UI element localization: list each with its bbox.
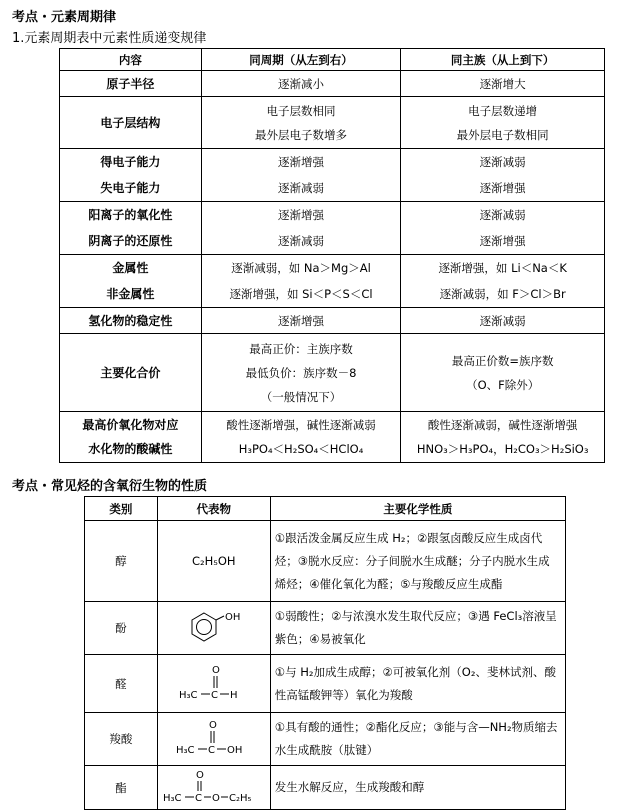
group-cell: [401, 202, 605, 255]
cell-text: 逐渐减弱: [479, 313, 526, 328]
table-row: [60, 334, 605, 412]
hydroxyl-label: OH: [224, 612, 241, 623]
carbon-label: C: [207, 745, 215, 756]
group-cell: [401, 71, 605, 97]
label-text: 得电子能力: [100, 155, 161, 169]
structure-cell: [157, 766, 270, 810]
table-row: [60, 71, 605, 97]
cell-text: 最高正价数=族序数: [451, 353, 554, 368]
carbon-label: C: [194, 792, 202, 804]
carboxylic-acid-structure-icon: [174, 718, 254, 760]
cell-text: 逐渐减弱，如 Na＞Mg＞Al: [231, 261, 371, 275]
table-row: [85, 766, 566, 810]
cell-text: 逐渐减弱，如 F＞Cl＞Br: [439, 287, 566, 301]
structure-cell: [157, 655, 270, 713]
group-cell: [401, 334, 605, 412]
label-text: 阴离子的还原性: [88, 234, 173, 248]
category-cell: 酯: [85, 766, 158, 810]
group-cell: [401, 97, 605, 149]
methyl-label: H₃C: [162, 792, 182, 804]
label-text: 氢化物的稳定性: [88, 314, 173, 328]
cell-text: 逐渐减弱: [278, 181, 325, 195]
oxygen-label: O: [195, 769, 204, 781]
label-text: 阳离子的氧化性: [88, 208, 173, 222]
cell-text: 最高正价：主族序数: [249, 341, 353, 356]
structure-cell: [157, 713, 270, 766]
cell-text: 最外层电子数相同: [456, 127, 549, 142]
cell-text: 酸性逐渐减弱，碱性逐渐增强: [427, 418, 578, 432]
ester-structure-icon: [161, 769, 267, 807]
header-representative: 代表物: [157, 497, 270, 521]
properties-cell: ①具有酸的通性；②酯化反应；③能与含—NH₂物质缩去水生成酰胺（肽键）: [270, 713, 565, 766]
row-label: [60, 255, 202, 308]
aldehyde-structure-icon: [177, 662, 251, 706]
group-cell: [401, 412, 605, 463]
cell-text: 逐渐增强: [479, 181, 526, 195]
label-text: 最高价氧化物对应: [82, 418, 179, 432]
section-heading-periodic-law: 考点・元素周期律: [12, 10, 117, 25]
group-cell: [401, 149, 605, 202]
derivatives-table: [84, 496, 566, 810]
row-label: [60, 202, 202, 255]
period-cell: [201, 71, 401, 97]
category-cell: 醇: [85, 521, 158, 602]
oxygen-label: O: [208, 720, 217, 731]
cell-text: 电子层数相同: [266, 103, 336, 118]
cell-text: 逐渐减弱: [479, 208, 526, 222]
cell-text: （O、F除外）: [466, 377, 540, 392]
period-cell: [201, 97, 401, 149]
cell-text: 逐渐增强: [278, 208, 325, 222]
table-row: [60, 255, 605, 308]
structure-cell: [157, 602, 270, 655]
row-label: [60, 71, 202, 97]
group-cell: [401, 308, 605, 334]
cell-text: 最低负价：族序数－8: [245, 365, 357, 380]
category-cell: 羧酸: [85, 713, 158, 766]
table-row: [60, 308, 605, 334]
row-label: [60, 308, 202, 334]
table-row: [85, 713, 566, 766]
group-cell: [401, 255, 605, 308]
period-cell: [201, 255, 401, 308]
label-text: 原子半径: [106, 77, 155, 91]
label-text: 失电子能力: [100, 181, 161, 195]
row-label: [60, 97, 202, 149]
cell-text: H₃PO₄＜H₂SO₄＜HClO₄: [238, 442, 364, 456]
header-category: 类别: [85, 497, 158, 521]
cell-text: 酸性逐渐增强，碱性逐渐减弱: [226, 418, 376, 432]
cell-text: 最外层电子数增多: [255, 127, 348, 142]
section-heading-derivatives: 考点・常见烃的含氧衍生物的性质: [12, 479, 208, 494]
period-cell: [201, 308, 401, 334]
header-period: 同周期（从左到右）: [201, 49, 401, 71]
period-cell: [201, 334, 401, 412]
table-header-row: [60, 49, 605, 71]
table-row: [60, 412, 605, 463]
table-row: [60, 97, 605, 149]
cell-text: 逐渐增强: [278, 155, 325, 169]
table-row: [85, 521, 566, 602]
row-label: [60, 149, 202, 202]
cell-text: 逐渐增强，如 Si＜P＜S＜Cl: [229, 287, 373, 301]
label-text: 主要化合价: [100, 366, 161, 380]
category-cell: 酚: [85, 602, 158, 655]
periodic-trends-table: [59, 48, 605, 463]
table-header-row: [85, 497, 566, 521]
period-cell: [201, 412, 401, 463]
cell-text: 逐渐减小: [278, 76, 325, 91]
properties-cell: ①与 H₂加成生成醇；②可被氧化剂（O₂、斐林试剂、酸性高锰酸钾等）氧化为羧酸: [270, 655, 565, 713]
cell-text: 逐渐减弱: [479, 155, 526, 169]
row-label: [60, 412, 202, 463]
cell-text: 电子层数递增: [468, 103, 538, 118]
cell-text: HNO₃＞H₃PO₄，H₂CO₃＞H₂SiO₃: [416, 442, 589, 456]
table-row: [60, 202, 605, 255]
period-cell: [201, 149, 401, 202]
header-properties: 主要化学性质: [270, 497, 565, 521]
table-row: [60, 149, 605, 202]
cell-text: 逐渐增强: [479, 234, 526, 248]
period-cell: [201, 202, 401, 255]
cell-text: 逐渐增强，如 Li＜Na＜K: [438, 261, 567, 275]
properties-cell: ①跟活泼金属反应生成 H₂；②跟氢卤酸反应生成卤代烃；③脱水反应：分子间脱水生成醚；分子内脱水生成烯烃；④催化氧化为醛；⑤与羧酸反应生成酯: [270, 521, 565, 602]
carbon-label: C: [210, 689, 218, 701]
label-text: 电子层结构: [100, 116, 161, 130]
ester-oxygen-label: O: [211, 792, 220, 804]
formula-cell: C₂H₅OH: [157, 521, 270, 602]
cell-text: （一般情况下）: [260, 389, 342, 404]
header-content: 内容: [60, 49, 202, 71]
ethyl-label: C₂H₅: [228, 792, 252, 804]
label-text: 金属性: [112, 261, 149, 275]
methyl-label: H₃C: [175, 745, 195, 756]
cell-text: 逐渐增大: [479, 76, 526, 91]
oxygen-label: O: [211, 664, 220, 676]
label-text: 水化物的酸碱性: [88, 442, 173, 456]
header-group: 同主族（从上到下）: [401, 49, 605, 71]
hydrogen-label: H: [229, 689, 238, 701]
label-text: 非金属性: [106, 287, 155, 301]
methyl-label: H₃C: [178, 689, 198, 701]
table-row: [85, 655, 566, 713]
cell-text: 逐渐增强: [278, 313, 325, 328]
subheading-trends: 1.元素周期表中元素性质递变规律: [12, 31, 207, 46]
table-row: [85, 602, 566, 655]
row-label: [60, 334, 202, 412]
cell-text: 逐渐减弱: [278, 234, 325, 248]
category-cell: 醛: [85, 655, 158, 713]
properties-cell: ①弱酸性；②与浓溴水发生取代反应；③遇 FeCl₃溶液呈紫色；④易被氧化: [270, 602, 565, 655]
phenol-structure-icon: [182, 608, 246, 648]
hydroxyl-label: OH: [226, 745, 243, 756]
properties-cell: 发生水解反应，生成羧酸和醇: [270, 766, 565, 810]
